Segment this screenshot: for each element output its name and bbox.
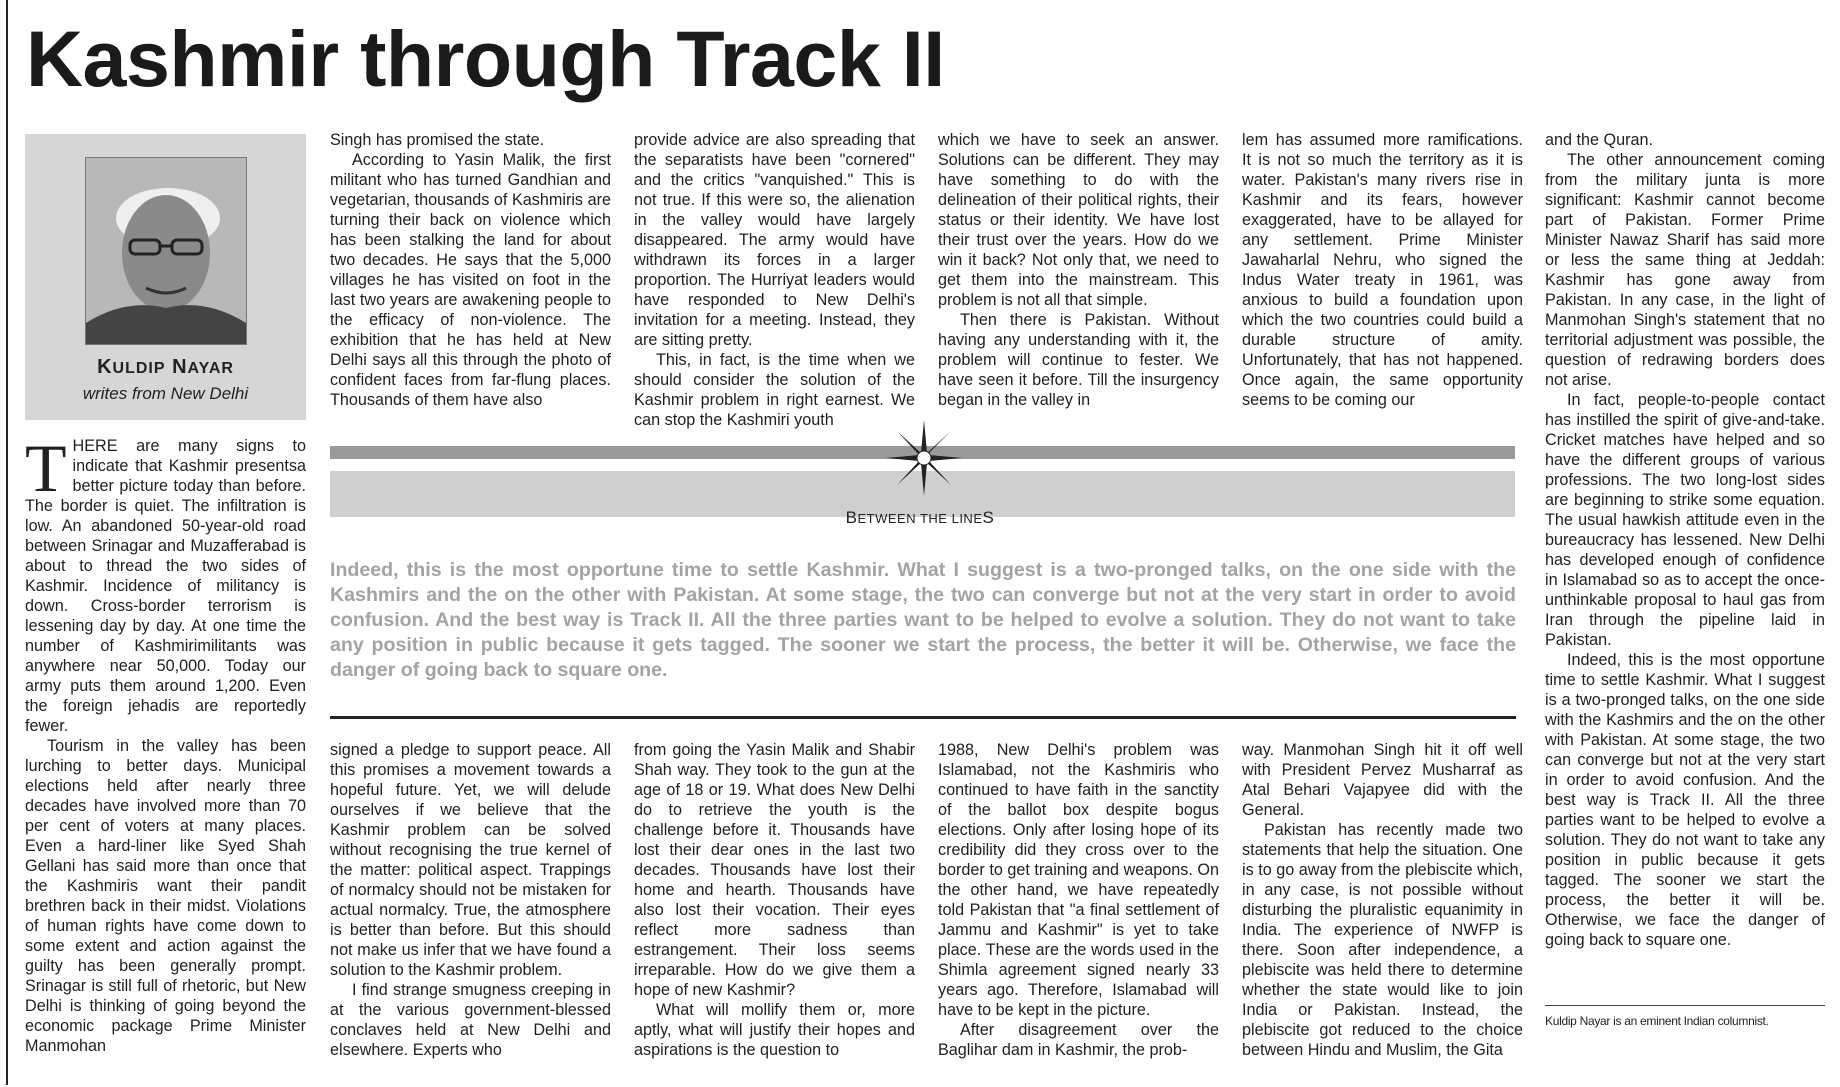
- paragraph: Tourism in the valley has been lurching to better days. Municipal elections held after nearly three decades have involved more than 70 per cent of voters at many places. Even a hard-liner like Syed Shah Gellani has said more than once that the Kashmiris want their pandit brethren back in their midst. Violations of human rights have come down to some extent and action against the guilty has been generally prompt. Srinagar is still full of rhetoric, but New Delhi is thinking of going beyond the economic package Prime Minister Manmohan: [25, 737, 306, 1055]
- paragraph: Pakistan has recently made two statements that help the situation. One is to go away from the plebiscite which, in any case, is not possible without disturbing the pluralistic equanimity in India. The experience of NWFP is there. Soon after independence, a plebiscite was held there to determine whether the state would like to join India or Pakistan. Instead, the plebiscite got reduced to the choice between Hindu and Muslim, the Gita: [1242, 821, 1523, 1059]
- headline: Kashmir through Track II: [26, 14, 945, 103]
- column-5-bottom: [1242, 740, 1523, 1060]
- bio-divider: [1545, 1005, 1825, 1006]
- paragraph: provide advice are also spreading that the separatists have been "cornered" and the critics "vanquished." This is not true. If this were so, the alienation in the valley would have largely disappeared. The army would have withdrawn its forces in a larger proportion. The Hurriyat leaders would have responded to New Delhi's invitation for a meeting. Instead, they are sitting pretty.: [634, 131, 915, 349]
- paragraph: 1988, New Delhi's problem was Islamabad, not the Kashmiris who continued to have faith in the sanctity of the ballot box despite bogus elections. Only after losing hope of its credibility did they cross over to the border to get training and weapons. On the other hand, we have repeatedly told Pakistan that "a final settlement of Jammu and Kashmir" is yet to take place. These are the words used in the Shimla agreement signed nearly 33 years ago. Therefore, Islamabad will have to be kept in the picture.: [938, 741, 1219, 1019]
- column-4-top: [938, 130, 1219, 410]
- paragraph: lem has assumed more ramifications. It is not so much the territory as it is water. Pakistan's many rivers rise in Kashmir and its fears, however exaggerated, have to be allayed for any settlement. Prime Minister Jawaharlal Nehru, who signed the Indus Water treaty in 1961, was anxious to build a foundation upon which the two countries could build a durable structure of amity. Unfortunately, that has not happened. Once again, the same opportunity seems to be coming our: [1242, 131, 1523, 409]
- author-bio: Kuldip Nayar is an eminent Indian columnist.: [1545, 1014, 1769, 1028]
- section-divider: [330, 716, 1516, 719]
- paragraph: In fact, people-to-people contact has instilled the spirit of give-and-take. Cricket matches have helped and so have the different groups of various professions. The two long-lost sides are beginning to strike some equation. The usual hawkish attitude even in the bureaucracy has lessened. New Delhi has developed enough of confidence in Islamabad so as to accept the once-unthinkable proposal to haul gas from Iran through the pipeline laid in Pakistan.: [1545, 391, 1825, 649]
- paragraph: Then there is Pakistan. Without having any understanding with it, the problem will continue to fester. We have seen it before. Till the insurgency began in the valley in: [938, 311, 1219, 409]
- compass-star-icon: [886, 420, 962, 496]
- section-label: BETWEEN THE LINES: [845, 508, 995, 527]
- paragraph: way. Manmohan Singh hit it off well with President Pervez Musharraf as Atal Behari Vajapyee did with the General.: [1242, 741, 1523, 819]
- author-location: writes from New Delhi: [82, 384, 249, 403]
- column-1: [25, 430, 306, 1056]
- paragraph: This, in fact, is the time when we should consider the solution of the Kashmir problem in right earnest. We can stop the Kashmiri youth: [634, 351, 915, 429]
- column-3-bottom: [634, 740, 915, 1060]
- author-photo: [85, 157, 247, 345]
- paragraph: What will mollify them or, more aptly, what will justify their hopes and aspirations is the question to: [634, 1001, 915, 1059]
- paragraph: The other announcement coming from the military junta is more significant: Kashmir cannot become part of Pakistan. Former Prime Minister Nawaz Sharif has said more or less the same thing at Jeddah: Kashmir has gone away from Pakistan. In any case, in the light of Manmohan Singh's statement that no territorial adjustment was possible, the question of redrawing borders does not arise.: [1545, 151, 1825, 389]
- paragraph: According to Yasin Malik, the first militant who has turned Gandhian and vegetarian, thousands of Kashmiris are turning their back on violence which has been stalking the land for about two decades. He says that the 5,000 villages he has visited on foot in the last two years are awakening people to the efficacy of non-violence. The exhibition that he has held at New Delhi says all this through the photo of confident faces from far-flung places. Thousands of them have also: [330, 151, 611, 409]
- paragraph: THERE are many signs to indicate that Kashmir presentsa better picture today than before. The border is quiet. The infiltration is low. An abandoned 50-year-old road between Srinagar and Muzafferabad is about to thread the two sides of Kashmir. Incidence of militancy is down. Cross-border terrorism is lessening day by day. At one time the number of Kashmirimilitants was anywhere near 50,000. Today our army puts them around 1,200. Even the foreign jehadis are reportedly fewer.: [25, 430, 306, 735]
- pull-quote: Indeed, this is the most opportune time to settle Kashmir. What I suggest is a two-pronged talks, on the one side with the Kashmirs and the on the other with Pakistan. At some stage, the two can converge but not at the very start in order to avoid confusion. And the best way is Track II. All the three parties want to be helped to evolve a solution. They do not want to take any position in public because it gets tagged. The sooner we start the process, the better it will be. Otherwise, we face the danger of going back to square one.: [330, 559, 1516, 681]
- paragraph: After disagreement over the Baglihar dam in Kashmir, the prob-: [938, 1021, 1219, 1059]
- paragraph: Indeed, this is the most opportune time to settle Kashmir. What I suggest is a two-pronged talks, on the one side with the Kashmirs and the on the other with Pakistan. At some stage, the two can converge but not at the very start in order to avoid confusion. And the best way is Track II. All the three parties want to be helped to evolve a solution. They do not want to take any position in public because it gets tagged. The sooner we start the process, the better it will be. Otherwise, we face the danger of going back to square one.: [1545, 651, 1825, 949]
- column-6: [1545, 130, 1825, 950]
- paragraph: I find strange smugness creeping in at the various government-blessed conclaves held at New Delhi and elsewhere. Experts who: [330, 981, 611, 1059]
- left-margin-rule: [6, 0, 8, 1085]
- paragraph: signed a pledge to support peace. All this promises a movement towards a hopeful future. Yet, we will delude ourselves if we believe that the Kashmir problem can be solved without recognising the true kernel of the matter: political aspect. Trappings of normalcy should not be mistaken for actual normalcy. True, the atmosphere is better than before. But this should not make us infer that we have found a solution to the Kashmir problem.: [330, 741, 611, 979]
- author-box: [25, 134, 306, 420]
- paragraph: and the Quran.: [1545, 131, 1653, 149]
- column-2-bottom: [330, 740, 611, 1060]
- drop-cap: T: [25, 430, 67, 506]
- paragraph: which we have to seek an answer. Solutions can be different. They may have something to do with the delineation of their political rights, their status or their identity. We have lost their trust over the years. How do we win it back? Not only that, we need to get them into the mainstream. This problem is not all that simple.: [938, 131, 1219, 309]
- author-portrait-icon: [86, 158, 246, 344]
- paragraph: from going the Yasin Malik and Shabir Shah way. They took to the gun at the age of 18 or 19. What does New Delhi do to retrieve the youth is the challenge before it. Thousands have lost their dear ones in the last two decades. Thousands have lost their home and hearth. Thousands have also lost their vocation. Their eyes reflect more sadness than estrangement. Their loss seems irreparable. How do we give them a hope of new Kashmir?: [634, 741, 915, 999]
- column-4-bottom: [938, 740, 1219, 1060]
- column-2-top: [330, 130, 611, 410]
- paragraph: Singh has promised the state.: [330, 131, 545, 149]
- author-name: KULDIP NAYAR: [97, 356, 234, 378]
- column-5-top: [1242, 130, 1523, 410]
- column-3-top: [634, 130, 915, 430]
